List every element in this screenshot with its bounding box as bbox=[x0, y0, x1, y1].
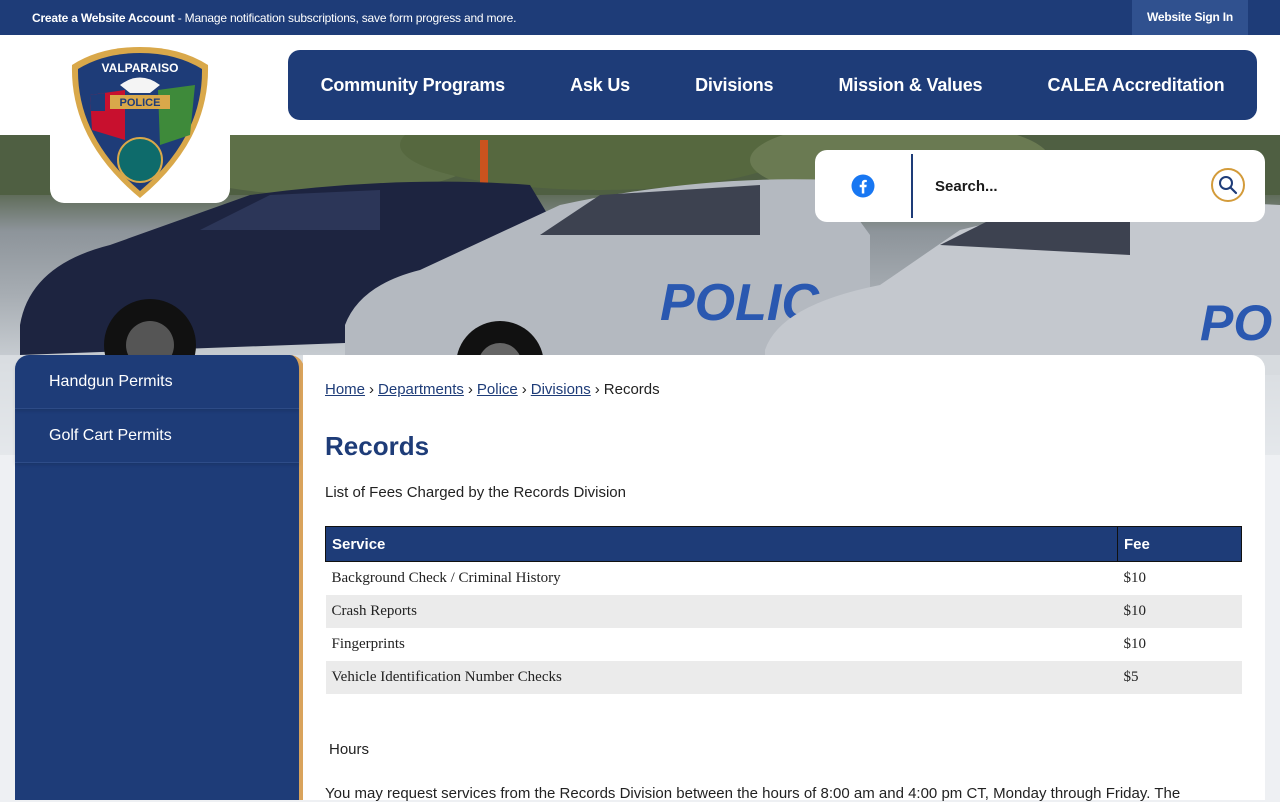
logo-card[interactable] bbox=[50, 35, 230, 203]
svg-text:POLICE: POLICE bbox=[119, 97, 161, 109]
breadcrumb-departments[interactable]: Departments bbox=[378, 381, 464, 398]
nav-item-calea-accreditation[interactable]: CALEA Accreditation bbox=[1047, 74, 1225, 95]
column-header-fee: Fee bbox=[1118, 527, 1242, 562]
account-description: - Manage notification subscriptions, save form progress and more. bbox=[174, 11, 517, 25]
service-cell: Vehicle Identification Number Checks bbox=[326, 661, 1118, 694]
hours-text: You may request services from the Records Division between the hours of 8:00 am and 4:00 pm CT, Monday through Friday. The bbox=[325, 785, 1181, 802]
website-sign-in-button[interactable]: Website Sign In bbox=[1132, 0, 1248, 35]
create-account-link[interactable]: Create a Website Account bbox=[32, 11, 175, 25]
search-card bbox=[815, 150, 1265, 222]
page-title: Records bbox=[325, 431, 430, 461]
breadcrumb-home[interactable]: Home bbox=[325, 381, 366, 398]
breadcrumb-separator: › bbox=[521, 381, 527, 398]
column-header-service: Service bbox=[326, 527, 1118, 562]
fee-cell: $10 bbox=[1123, 570, 1146, 586]
sidebar-item-handgun-permits[interactable]: Handgun Permits bbox=[15, 355, 299, 409]
breadcrumb-separator: › bbox=[594, 381, 600, 398]
facebook-icon bbox=[851, 174, 875, 198]
fee-cell: $5 bbox=[1118, 661, 1242, 694]
svg-text:PO: PO bbox=[1200, 295, 1273, 351]
police-badge-logo bbox=[70, 45, 210, 200]
nav-item-mission-values[interactable]: Mission & Values bbox=[838, 74, 983, 95]
nav-item-ask-us[interactable]: Ask Us bbox=[570, 74, 630, 95]
search-icon bbox=[1218, 175, 1238, 195]
service-cell: Background Check / Criminal History bbox=[331, 570, 561, 586]
main-nav bbox=[288, 50, 1257, 120]
svg-text:VALPARAISO: VALPARAISO bbox=[101, 61, 179, 75]
breadcrumb-separator: › bbox=[467, 381, 473, 398]
table-header-row bbox=[326, 527, 1242, 562]
table-row bbox=[326, 562, 1242, 596]
search-button[interactable] bbox=[1211, 168, 1245, 202]
intro-text: List of Fees Charged by the Records Division bbox=[325, 484, 626, 501]
top-bar bbox=[0, 0, 1280, 35]
nav-item-community-programs[interactable]: Community Programs bbox=[320, 74, 505, 95]
breadcrumb bbox=[325, 381, 660, 398]
search-divider bbox=[911, 154, 913, 218]
breadcrumb-police[interactable]: Police bbox=[476, 381, 518, 398]
nav-item-divisions[interactable]: Divisions bbox=[695, 74, 774, 95]
service-cell: Crash Reports bbox=[326, 595, 1118, 628]
fee-cell: $10 bbox=[1123, 636, 1146, 652]
service-cell: Fingerprints bbox=[331, 636, 405, 652]
table-row bbox=[326, 595, 1242, 628]
sidebar-item-golf-cart-permits[interactable]: Golf Cart Permits bbox=[15, 409, 299, 463]
fee-cell: $10 bbox=[1118, 595, 1242, 628]
main-content bbox=[303, 355, 1265, 800]
account-message bbox=[32, 11, 516, 25]
breadcrumb-divisions[interactable]: Divisions bbox=[530, 381, 591, 398]
fees-table bbox=[325, 526, 1242, 694]
svg-text:POLIC: POLIC bbox=[660, 274, 819, 332]
search-input[interactable]: Search... bbox=[935, 178, 998, 195]
facebook-link[interactable] bbox=[815, 150, 911, 222]
breadcrumb-separator: › bbox=[369, 381, 375, 398]
hours-heading: Hours bbox=[329, 741, 370, 758]
breadcrumb-current: Records bbox=[603, 381, 660, 398]
sidebar bbox=[15, 355, 304, 800]
table-row bbox=[326, 628, 1242, 661]
table-row bbox=[326, 661, 1242, 694]
